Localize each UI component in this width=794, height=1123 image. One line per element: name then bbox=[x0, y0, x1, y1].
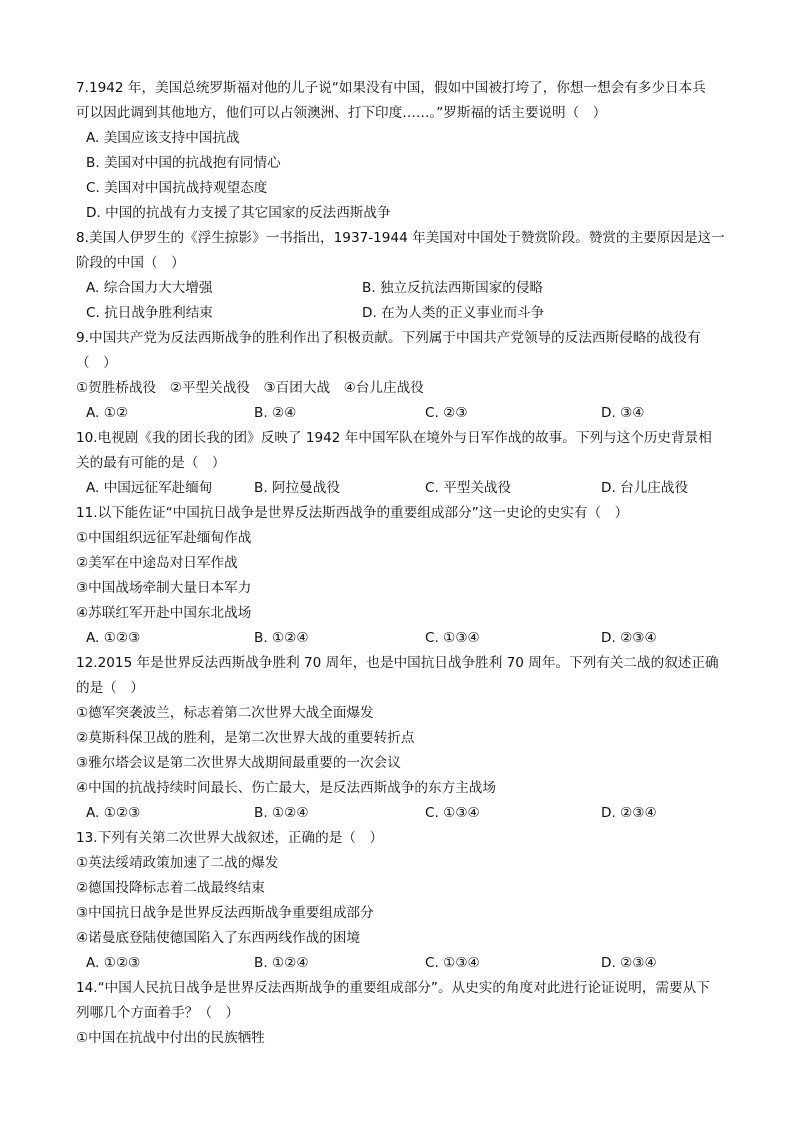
option-a: A. ①②③ bbox=[86, 630, 141, 646]
question-item: ③中国战场牵制大量日本军力 bbox=[76, 580, 252, 596]
option-a: A. ①②③ bbox=[86, 955, 141, 971]
option-row bbox=[76, 626, 720, 651]
option-b: B. 美国对中国的抗战抱有同情心 bbox=[86, 155, 281, 171]
question-item: ①中国在抗战中付出的民族牺牲 bbox=[76, 1030, 265, 1046]
question-stem: 可以因此调到其他地方，他们可以占领澳洲、打下印度……。”罗斯福的话主要说明（ ） bbox=[76, 105, 607, 121]
question-item: ②德国投降标志着二战最终结束 bbox=[76, 880, 265, 896]
question-9 bbox=[76, 326, 720, 426]
question-stem: 的是（ ） bbox=[76, 680, 144, 696]
option-c: C. 平型关战役 bbox=[425, 480, 512, 496]
question-item: ②美军在中途岛对日军作战 bbox=[76, 555, 238, 571]
question-item: ①中国组织远征军赴缅甸作战 bbox=[76, 530, 252, 546]
option-b: B. ①②④ bbox=[254, 630, 309, 646]
option-c: C. 美国对中国抗战持观望态度 bbox=[86, 180, 268, 196]
question-7 bbox=[76, 76, 720, 226]
question-stem: （ ） bbox=[76, 355, 117, 371]
question-item: ④中国的抗战持续时间最长、伤亡最大，是反法西斯战争的东方主战场 bbox=[76, 780, 496, 796]
option-c: C. 抗日战争胜利结束 bbox=[86, 305, 213, 321]
option-row bbox=[76, 276, 720, 301]
question-stem: 12.2015 年是世界反法西斯战争胜利 70 周年，也是中国抗日战争胜利 70 周年。下列有关二战的叙述正确 bbox=[76, 655, 719, 671]
option-b: B. 独立反抗法西斯国家的侵略 bbox=[362, 280, 544, 296]
option-d: D. 中国的抗战有力支援了其它国家的反法西斯战争 bbox=[86, 205, 391, 221]
option-a: A. ①② bbox=[86, 405, 129, 421]
question-stem: 14.“中国人民抗日战争是世界反法西斯战争的重要组成部分”。从史实的角度对此进行论证说明，需要从下 bbox=[76, 980, 710, 996]
option-b: B. 阿拉曼战役 bbox=[254, 480, 340, 496]
question-12 bbox=[76, 651, 720, 826]
option-a: A. ①②③ bbox=[86, 805, 141, 821]
question-stem: 关的最有可能的是（ ） bbox=[76, 455, 226, 471]
option-b: B. ②④ bbox=[254, 405, 297, 421]
question-stem: 列哪几个方面着手？（ ） bbox=[76, 1005, 240, 1021]
question-10 bbox=[76, 426, 720, 501]
question-stem: 11.以下能佐证“中国抗日战争是世界反法斯西战争的重要组成部分”这一史论的史实有（ ） bbox=[76, 505, 629, 521]
option-row bbox=[76, 301, 720, 326]
option-row bbox=[76, 476, 720, 501]
question-item: ①英法绥靖政策加速了二战的爆发 bbox=[76, 855, 279, 871]
option-a: A. 中国远征军赴缅甸 bbox=[86, 480, 213, 496]
question-stem: 9.中国共产党为反法西斯战争的胜利作出了积极贡献。下列属于中国共产党领导的反法西斯侵略的战役有 bbox=[76, 330, 701, 346]
option-c: C. ①③④ bbox=[425, 805, 480, 821]
option-d: D. 在为人类的正义事业而斗争 bbox=[362, 305, 545, 321]
option-row bbox=[76, 401, 720, 426]
question-stem: 阶段的中国（ ） bbox=[76, 255, 185, 271]
question-stem: 8.美国人伊罗生的《浮生掠影》一书指出，1937-1944 年美国对中国处于赞赏阶段。赞赏的主要原因是这一 bbox=[76, 230, 725, 246]
question-stem: 7.1942 年，美国总统罗斯福对他的儿子说“如果没有中国，假如中国被打垮了，你想一想会有多少日本兵 bbox=[76, 80, 706, 96]
question-item: ③中国抗日战争是世界反法西斯战争重要组成部分 bbox=[76, 905, 374, 921]
question-14 bbox=[76, 976, 720, 1051]
question-13 bbox=[76, 826, 720, 976]
question-item: ②莫斯科保卫战的胜利，是第二次世界大战的重要转折点 bbox=[76, 730, 415, 746]
question-8 bbox=[76, 226, 725, 326]
option-a: A. 美国应该支持中国抗战 bbox=[86, 130, 240, 146]
exam-page bbox=[76, 76, 725, 1051]
option-b: B. ①②④ bbox=[254, 805, 309, 821]
question-stem: 13.下列有关第二次世界大战叙述，正确的是（ ） bbox=[76, 830, 384, 846]
option-c: C. ②③ bbox=[425, 405, 468, 421]
question-item: ①德军突袭波兰，标志着第二次世界大战全面爆发 bbox=[76, 705, 374, 721]
question-item: ④苏联红军开赴中国东北战场 bbox=[76, 605, 252, 621]
option-b: B. ①②④ bbox=[254, 955, 309, 971]
option-c: C. ①③④ bbox=[425, 630, 480, 646]
question-stem: 10.电视剧《我的团长我的团》反映了 1942 年中国军队在境外与日军作战的故事。下列与这个历史背景相 bbox=[76, 430, 712, 446]
option-d: D. ②③④ bbox=[601, 805, 657, 821]
question-11 bbox=[76, 501, 720, 651]
option-d: D. ②③④ bbox=[601, 630, 657, 646]
question-item: ④诺曼底登陆使德国陷入了东西两线作战的困境 bbox=[76, 930, 361, 946]
option-d: D. ②③④ bbox=[601, 955, 657, 971]
question-item: ①贺胜桥战役 ②平型关战役 ③百团大战 ④台儿庄战役 bbox=[76, 380, 424, 396]
option-c: C. ①③④ bbox=[425, 955, 480, 971]
option-d: D. ③④ bbox=[601, 405, 645, 421]
option-a: A. 综合国力大大增强 bbox=[86, 280, 213, 296]
option-row bbox=[76, 801, 720, 826]
question-item: ③雅尔塔会议是第二次世界大战期间最重要的一次会议 bbox=[76, 755, 401, 771]
option-d: D. 台儿庄战役 bbox=[601, 480, 689, 496]
option-row bbox=[76, 951, 720, 976]
